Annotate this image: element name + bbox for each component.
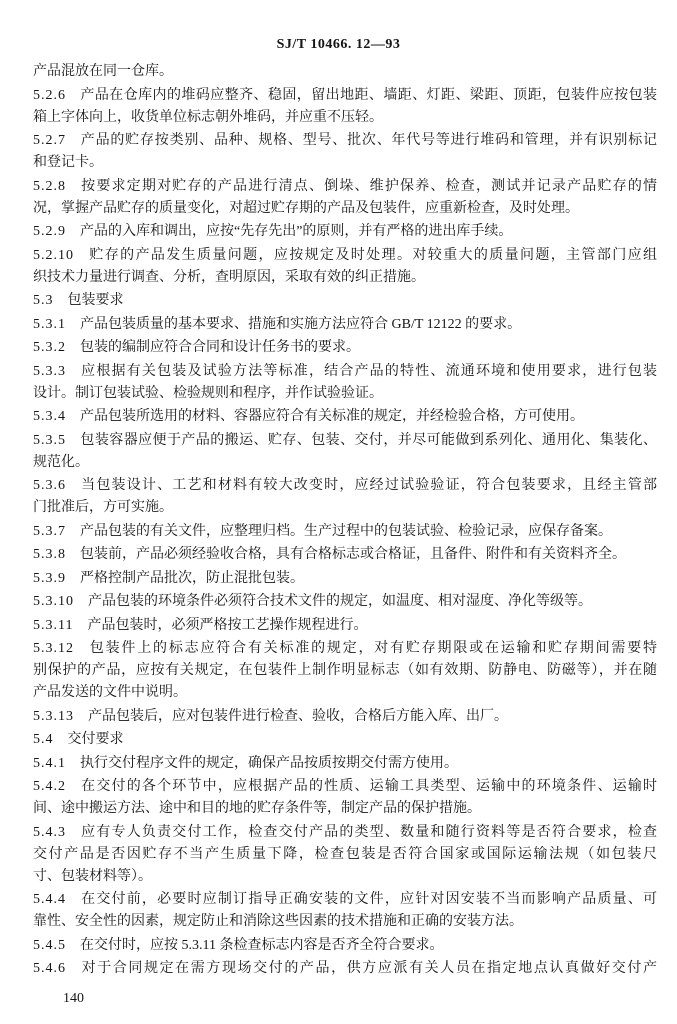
text-line bbox=[33, 267, 657, 289]
text-line bbox=[33, 85, 657, 107]
text-line bbox=[33, 176, 657, 198]
clause-number: 5.3.1 bbox=[33, 316, 66, 332]
text-line bbox=[33, 361, 657, 383]
line-text: 产品包装所选用的材料、容器应符合有关标准的规定，并经检验合格，方可使用。 bbox=[80, 409, 584, 424]
line-text: 应根据有关包装及试验方法等标准，结合产品的特性、流通环境和使用要求，进行包装 bbox=[80, 363, 657, 379]
clause-5-2-8 bbox=[33, 176, 657, 220]
text-line bbox=[33, 682, 657, 704]
line-text: 产品混放在同一仓库。 bbox=[33, 64, 173, 79]
clause-number: 5.3.2 bbox=[33, 340, 66, 355]
text-line bbox=[33, 568, 657, 590]
clause-number: 5.3.4 bbox=[33, 409, 66, 424]
text-line bbox=[33, 889, 657, 911]
text-line bbox=[33, 497, 657, 519]
line-text: 执行交付程序文件的规定，确保产品按质按期交付需方使用。 bbox=[80, 755, 458, 771]
line-text: 箱上字体向上，收货单位标志朝外堆码，并应重不压轻。 bbox=[33, 109, 383, 125]
text-line bbox=[33, 776, 657, 798]
line-text: 产品的入库和调出，应按“先存先出”的原则，并有严格的进出库手续。 bbox=[80, 224, 513, 239]
clause-5-4-2 bbox=[33, 776, 657, 820]
line-text: 在交付的各个环节中，应根据产品的性质、运输工具类型、运输中的环境条件、运输时 bbox=[80, 779, 657, 794]
line-text: 别保护的产品，应按有关规定，在包装件上制作明显标志（如有效期、防静电、防磁等），并在随 bbox=[33, 663, 657, 678]
line-text: 织技术力量进行调查、分析，查明原因，采取有效的纠正措施。 bbox=[33, 269, 425, 285]
clause-number: 5.4.1 bbox=[33, 755, 66, 771]
line-text: 产品包装时，必须严格按工艺操作规程进行。 bbox=[87, 617, 368, 633]
section-heading-5-4 bbox=[33, 729, 657, 751]
clause-number: 5.2.6 bbox=[33, 87, 66, 103]
line-text: 包装的编制应符合合同和设计任务书的要求。 bbox=[80, 340, 360, 355]
clause-5-3-7 bbox=[33, 521, 657, 543]
clause-number: 5.3.11 bbox=[33, 617, 74, 633]
clause-5-3-2 bbox=[33, 337, 657, 359]
text-line bbox=[33, 290, 657, 312]
clause-number: 5.4.2 bbox=[33, 779, 66, 794]
clause-5-2-9 bbox=[33, 221, 657, 243]
clause-5-2-6 bbox=[33, 85, 657, 129]
text-line bbox=[33, 430, 657, 452]
clause-5-3-11 bbox=[33, 615, 657, 637]
text-line bbox=[33, 107, 657, 129]
line-text: 和登记卡。 bbox=[33, 155, 103, 170]
text-line bbox=[33, 753, 657, 775]
line-text: 产品包装的环境条件必须符合技术文件的规定，如温度、相对湿度、净化等级等。 bbox=[88, 594, 592, 609]
text-line bbox=[33, 638, 657, 660]
clause-5-3-5 bbox=[33, 430, 657, 474]
clause-number: 5.4.3 bbox=[33, 824, 66, 840]
text-line bbox=[33, 798, 657, 820]
clause-continuation bbox=[33, 61, 657, 83]
line-text: 产品的贮存按类别、品种、规格、型号、批次、年代号等进行堆码和管理，并有识别标记 bbox=[80, 133, 657, 148]
line-text: 规范化。 bbox=[33, 454, 89, 470]
clause-number: 5.2.8 bbox=[33, 178, 66, 194]
clause-number: 5.3.12 bbox=[33, 641, 74, 656]
text-line bbox=[33, 406, 657, 428]
text-line bbox=[33, 152, 657, 174]
text-line bbox=[33, 615, 657, 637]
line-text: 况，掌握产品贮存的质量变化，对超过贮存期的产品及包装件，应重新检查，及时处理。 bbox=[33, 200, 579, 216]
clause-number: 5.3.9 bbox=[33, 570, 66, 586]
line-text: 门批准后，方可实施。 bbox=[33, 500, 173, 515]
clause-5-3-6 bbox=[33, 475, 657, 519]
clause-5-2-10 bbox=[33, 245, 657, 289]
section-number: 5.3 bbox=[33, 293, 54, 308]
text-line bbox=[33, 521, 657, 543]
clause-5-3-3 bbox=[33, 361, 657, 405]
line-text: 产品包装质量的基本要求、措施和实施方法应符合 GB/T 12122 的要求。 bbox=[80, 316, 522, 332]
line-text: 严格控制产品批次，防止混批包装。 bbox=[80, 570, 304, 586]
text-line bbox=[33, 475, 657, 497]
text-line bbox=[33, 935, 657, 957]
section-heading-5-3 bbox=[33, 290, 657, 312]
section-title: 交付要求 bbox=[67, 732, 124, 747]
line-text: 产品包装后，应对包装件进行检查、验收，合格后方能入库、出厂。 bbox=[88, 708, 508, 724]
clause-5-3-12 bbox=[33, 638, 657, 704]
clause-5-4-3 bbox=[33, 822, 657, 888]
clause-5-3-13 bbox=[33, 706, 657, 728]
clause-5-4-5 bbox=[33, 935, 657, 957]
clause-5-3-4 bbox=[33, 406, 657, 428]
text-line bbox=[33, 544, 657, 566]
line-text: 包装前，产品必须经验收合格，具有合格标志或合格证，且备件、附件和有关资料齐全。 bbox=[80, 547, 626, 562]
text-line bbox=[33, 130, 657, 152]
clause-number: 5.2.10 bbox=[33, 247, 74, 263]
text-line bbox=[33, 198, 657, 220]
text-line bbox=[33, 452, 657, 474]
clause-number: 5.4.5 bbox=[33, 937, 66, 953]
page-number: 140 bbox=[63, 991, 84, 1006]
line-text: 按要求定期对贮存的产品进行清点、倒垛、维护保养、检查，测试并记录产品贮存的情 bbox=[80, 178, 657, 194]
line-text: 产品包装的有关文件，应整理归档。生产过程中的包装试验、检验记录，应保存备案。 bbox=[80, 523, 612, 539]
line-text: 应有专人负责交付工作，检查交付产品的类型、数量和随行资料等是否符合要求，检查 bbox=[80, 824, 657, 840]
clause-5-3-9 bbox=[33, 568, 657, 590]
clause-number: 5.3.5 bbox=[33, 432, 66, 448]
line-text: 在交付时，应按 5.3.11 条检查标志内容是否齐全符合要求。 bbox=[80, 937, 444, 953]
clause-number: 5.2.7 bbox=[33, 133, 66, 148]
clause-number: 5.3.10 bbox=[33, 594, 74, 609]
line-text: 在交付前，必要时应制订指导正确安装的文件，应针对因安装不当而影响产品质量、可 bbox=[80, 892, 657, 907]
text-line bbox=[33, 660, 657, 682]
text-line bbox=[33, 822, 657, 844]
clause-number: 5.3.13 bbox=[33, 708, 74, 724]
line-text: 交付产品是否因贮存不当产生质量下降，检查包装是否符合国家或国际运输法规（如包装尺 bbox=[33, 846, 657, 862]
line-text: 寸、包装材料等）。 bbox=[33, 868, 152, 884]
line-text: 靠性、安全性的因素，规定防止和消除这些因素的技术措施和正确的安装方法。 bbox=[33, 914, 523, 929]
line-text: 当包装设计、工艺和材料有较大改变时，应经过试验验证，符合包装要求，且经主管部 bbox=[80, 478, 657, 493]
text-line bbox=[33, 61, 657, 83]
clause-5-4-1 bbox=[33, 753, 657, 775]
clause-number: 5.3.3 bbox=[33, 363, 66, 379]
text-line bbox=[33, 706, 657, 728]
clause-number: 5.4.6 bbox=[33, 961, 66, 976]
line-text: 包装容器应便于产品的搬运、贮存、包装、交付，并尽可能做到系列化、通用化、集装化、 bbox=[80, 432, 657, 448]
text-line bbox=[33, 591, 657, 613]
text-line bbox=[33, 866, 657, 888]
clause-number: 5.3.6 bbox=[33, 478, 66, 493]
line-text: 间、途中搬运方法、途中和目的地的贮存条件等，制定产品的保护措施。 bbox=[33, 801, 481, 816]
line-text: 设计。制订包装试验、检验规则和程序，并作试验验证。 bbox=[33, 385, 383, 401]
text-line bbox=[33, 729, 657, 751]
clause-5-2-7 bbox=[33, 130, 657, 174]
text-line bbox=[33, 245, 657, 267]
clause-5-3-1 bbox=[33, 314, 657, 336]
clause-5-3-8 bbox=[33, 544, 657, 566]
text-line bbox=[33, 314, 657, 336]
line-text: 贮存的产品发生质量问题，应按规定及时处理。对较重大的质量问题，主管部门应组 bbox=[88, 247, 657, 263]
clause-5-4-4 bbox=[33, 889, 657, 933]
text-line bbox=[33, 383, 657, 405]
clause-number: 5.2.9 bbox=[33, 224, 66, 239]
text-line bbox=[33, 337, 657, 359]
line-text: 包装件上的标志应符合有关标准的规定，对有贮存期限或在运输和贮存期间需要特 bbox=[88, 641, 657, 656]
clause-number: 5.4.4 bbox=[33, 892, 66, 907]
clause-5-3-10 bbox=[33, 591, 657, 613]
text-line bbox=[33, 958, 657, 980]
text-line bbox=[33, 911, 657, 933]
section-number: 5.4 bbox=[33, 732, 54, 747]
section-title: 包装要求 bbox=[67, 293, 124, 308]
clause-5-4-6 bbox=[33, 958, 657, 980]
clause-number: 5.3.7 bbox=[33, 523, 66, 539]
standard-code-header: SJ/T 10466. 12—93 bbox=[276, 37, 401, 52]
clause-number: 5.3.8 bbox=[33, 547, 66, 562]
text-line bbox=[33, 221, 657, 243]
line-text: 产品在仓库内的堆码应整齐、稳固，留出地距、墙距、灯距、梁距、顶距，包装件应按包装 bbox=[80, 87, 657, 103]
line-text: 对于合同规定在需方现场交付的产品，供方应派有关人员在指定地点认真做好交付产 bbox=[80, 961, 657, 976]
document-body bbox=[33, 61, 657, 982]
text-line bbox=[33, 844, 657, 866]
line-text: 产品发送的文件中说明。 bbox=[33, 685, 187, 700]
